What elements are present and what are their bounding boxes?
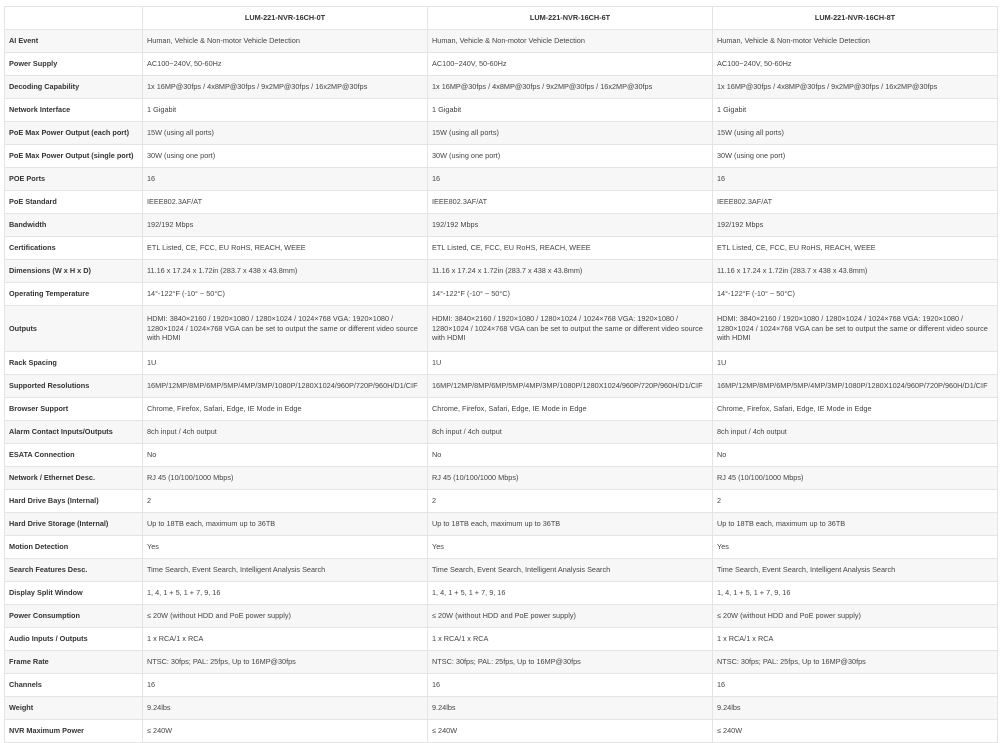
row-value: 15W (using all ports)	[143, 122, 428, 145]
row-value: Time Search, Event Search, Intelligent Analysis Search	[143, 559, 428, 582]
header-model-0t: LUM-221-NVR-16CH-0T	[143, 7, 428, 30]
row-value: 1 x RCA/1 x RCA	[428, 628, 713, 651]
row-value: 30W (using one port)	[428, 145, 713, 168]
row-value: No	[713, 444, 998, 467]
table-row	[5, 720, 998, 743]
row-value: NTSC: 30fps; PAL: 25fps, Up to 16MP@30fps	[428, 651, 713, 674]
table-row	[5, 582, 998, 605]
header-corner-cell	[5, 7, 143, 30]
row-value: Human, Vehicle & Non-motor Vehicle Detection	[143, 30, 428, 53]
row-value: Human, Vehicle & Non-motor Vehicle Detection	[428, 30, 713, 53]
row-label: ESATA Connection	[5, 444, 143, 467]
table-row	[5, 536, 998, 559]
row-value: 11.16 x 17.24 x 1.72in (283.7 x 438 x 43.8mm)	[428, 260, 713, 283]
table-row	[5, 168, 998, 191]
spec-table-container	[4, 6, 997, 743]
row-label: PoE Max Power Output (each port)	[5, 122, 143, 145]
row-value: Chrome, Firefox, Safari, Edge, IE Mode in Edge	[428, 398, 713, 421]
row-value: 1x 16MP@30fps / 4x8MP@30fps / 9x2MP@30fps / 16x2MP@30fps	[143, 76, 428, 99]
row-value: 16MP/12MP/8MP/6MP/5MP/4MP/3MP/1080P/1280X1024/960P/720P/960H/D1/CIF	[143, 375, 428, 398]
row-value: 1 x RCA/1 x RCA	[713, 628, 998, 651]
row-value: 15W (using all ports)	[713, 122, 998, 145]
row-label: Audio Inputs / Outputs	[5, 628, 143, 651]
row-label: AI Event	[5, 30, 143, 53]
row-value: NTSC: 30fps; PAL: 25fps, Up to 16MP@30fps	[143, 651, 428, 674]
row-value: Up to 18TB each, maximum up to 36TB	[428, 513, 713, 536]
row-value: 192/192 Mbps	[713, 214, 998, 237]
row-value: 16MP/12MP/8MP/6MP/5MP/4MP/3MP/1080P/1280X1024/960P/720P/960H/D1/CIF	[713, 375, 998, 398]
header-model-6t: LUM-221-NVR-16CH-6T	[428, 7, 713, 30]
row-value: ≤ 20W (without HDD and PoE power supply)	[428, 605, 713, 628]
row-value: Up to 18TB each, maximum up to 36TB	[713, 513, 998, 536]
row-value: Up to 18TB each, maximum up to 36TB	[143, 513, 428, 536]
row-value: 192/192 Mbps	[143, 214, 428, 237]
table-row	[5, 697, 998, 720]
row-value: 16MP/12MP/8MP/6MP/5MP/4MP/3MP/1080P/1280X1024/960P/720P/960H/D1/CIF	[428, 375, 713, 398]
row-value: RJ 45 (10/100/1000 Mbps)	[713, 467, 998, 490]
row-label: PoE Max Power Output (single port)	[5, 145, 143, 168]
row-value: 1 x RCA/1 x RCA	[143, 628, 428, 651]
row-value: 2	[713, 490, 998, 513]
row-value: 1, 4, 1 + 5, 1 + 7, 9, 16	[143, 582, 428, 605]
row-label: Power Consumption	[5, 605, 143, 628]
row-value: 14°-122°F (-10° ~ 50°C)	[713, 283, 998, 306]
row-label: Decoding Capability	[5, 76, 143, 99]
table-row	[5, 76, 998, 99]
row-value: HDMI: 3840×2160 / 1920×1080 / 1280×1024 / 1024×768 VGA: 1920×1080 / 1280×1024 / 1024×768 VGA can be set to output the same or different video source with HDMI	[713, 306, 998, 352]
row-value: 14°-122°F (-10° ~ 50°C)	[428, 283, 713, 306]
row-label: Supported Resolutions	[5, 375, 143, 398]
row-value: AC100~240V, 50-60Hz	[713, 53, 998, 76]
table-row	[5, 122, 998, 145]
row-value: 30W (using one port)	[143, 145, 428, 168]
row-label: Power Supply	[5, 53, 143, 76]
row-value: AC100~240V, 50-60Hz	[428, 53, 713, 76]
row-value: AC100~240V, 50-60Hz	[143, 53, 428, 76]
row-value: No	[428, 444, 713, 467]
table-row	[5, 398, 998, 421]
table-row	[5, 421, 998, 444]
row-label: Outputs	[5, 306, 143, 352]
table-row	[5, 651, 998, 674]
row-label: Bandwidth	[5, 214, 143, 237]
row-value: 16	[143, 674, 428, 697]
table-row	[5, 260, 998, 283]
row-label: Display Split Window	[5, 582, 143, 605]
row-label: Certifications	[5, 237, 143, 260]
header-row	[5, 7, 998, 30]
row-value: ETL Listed, CE, FCC, EU RoHS, REACH, WEEE	[143, 237, 428, 260]
row-value: 16	[428, 168, 713, 191]
header-model-8t: LUM-221-NVR-16CH-8T	[713, 7, 998, 30]
table-row	[5, 53, 998, 76]
row-value: 1U	[713, 352, 998, 375]
row-value: 1 Gigabit	[143, 99, 428, 122]
row-value: Yes	[428, 536, 713, 559]
table-row	[5, 444, 998, 467]
row-value: Time Search, Event Search, Intelligent Analysis Search	[428, 559, 713, 582]
row-value: 2	[428, 490, 713, 513]
row-value: 1 Gigabit	[713, 99, 998, 122]
table-body	[5, 30, 998, 743]
row-value: Chrome, Firefox, Safari, Edge, IE Mode in Edge	[713, 398, 998, 421]
row-label: NVR Maximum Power	[5, 720, 143, 743]
row-label: POE Ports	[5, 168, 143, 191]
row-label: Network / Ethernet Desc.	[5, 467, 143, 490]
table-row	[5, 283, 998, 306]
row-label: Hard Drive Bays (Internal)	[5, 490, 143, 513]
row-value: NTSC: 30fps; PAL: 25fps, Up to 16MP@30fps	[713, 651, 998, 674]
row-value: 2	[143, 490, 428, 513]
row-value: 8ch input / 4ch output	[428, 421, 713, 444]
row-value: 1U	[143, 352, 428, 375]
row-value: 16	[428, 674, 713, 697]
row-value: 16	[143, 168, 428, 191]
row-value: 1x 16MP@30fps / 4x8MP@30fps / 9x2MP@30fps / 16x2MP@30fps	[713, 76, 998, 99]
row-value: Yes	[143, 536, 428, 559]
row-label: Hard Drive Storage (Internal)	[5, 513, 143, 536]
row-label: Frame Rate	[5, 651, 143, 674]
table-row	[5, 490, 998, 513]
row-value: 1, 4, 1 + 5, 1 + 7, 9, 16	[428, 582, 713, 605]
row-value: ≤ 240W	[713, 720, 998, 743]
table-row	[5, 674, 998, 697]
row-label: Rack Spacing	[5, 352, 143, 375]
row-value: RJ 45 (10/100/1000 Mbps)	[428, 467, 713, 490]
table-row	[5, 628, 998, 651]
row-label: Dimensions (W x H x D)	[5, 260, 143, 283]
row-value: 192/192 Mbps	[428, 214, 713, 237]
row-value: 8ch input / 4ch output	[713, 421, 998, 444]
table-header	[5, 7, 998, 30]
row-value: 8ch input / 4ch output	[143, 421, 428, 444]
table-row	[5, 145, 998, 168]
row-value: RJ 45 (10/100/1000 Mbps)	[143, 467, 428, 490]
row-label: Operating Temperature	[5, 283, 143, 306]
row-label: Alarm Contact Inputs/Outputs	[5, 421, 143, 444]
row-value: 9.24lbs	[428, 697, 713, 720]
row-value: ≤ 240W	[143, 720, 428, 743]
row-value: ETL Listed, CE, FCC, EU RoHS, REACH, WEEE	[428, 237, 713, 260]
row-value: 16	[713, 674, 998, 697]
spec-comparison-table	[4, 6, 998, 743]
row-label: Search Features Desc.	[5, 559, 143, 582]
row-value: Chrome, Firefox, Safari, Edge, IE Mode in Edge	[143, 398, 428, 421]
table-row	[5, 30, 998, 53]
row-value: ETL Listed, CE, FCC, EU RoHS, REACH, WEEE	[713, 237, 998, 260]
row-value: 1, 4, 1 + 5, 1 + 7, 9, 16	[713, 582, 998, 605]
row-value: 1 Gigabit	[428, 99, 713, 122]
row-value: 30W (using one port)	[713, 145, 998, 168]
row-value: ≤ 20W (without HDD and PoE power supply)	[143, 605, 428, 628]
row-value: 1x 16MP@30fps / 4x8MP@30fps / 9x2MP@30fps / 16x2MP@30fps	[428, 76, 713, 99]
row-value: HDMI: 3840×2160 / 1920×1080 / 1280×1024 / 1024×768 VGA: 1920×1080 / 1280×1024 / 1024×768 VGA can be set to output the same or different video source with HDMI	[143, 306, 428, 352]
row-value: 1U	[428, 352, 713, 375]
row-value: ≤ 20W (without HDD and PoE power supply)	[713, 605, 998, 628]
table-row	[5, 513, 998, 536]
row-value: 14°-122°F (-10° ~ 50°C)	[143, 283, 428, 306]
row-label: Weight	[5, 697, 143, 720]
table-row	[5, 214, 998, 237]
row-value: ≤ 240W	[428, 720, 713, 743]
row-label: Browser Support	[5, 398, 143, 421]
table-row	[5, 306, 998, 352]
table-row	[5, 467, 998, 490]
row-label: Motion Detection	[5, 536, 143, 559]
row-value: 9.24lbs	[713, 697, 998, 720]
row-value: IEEE802.3AF/AT	[713, 191, 998, 214]
row-value: Yes	[713, 536, 998, 559]
table-row	[5, 237, 998, 260]
row-value: IEEE802.3AF/AT	[143, 191, 428, 214]
row-value: Human, Vehicle & Non-motor Vehicle Detection	[713, 30, 998, 53]
row-value: No	[143, 444, 428, 467]
row-value: 9.24lbs	[143, 697, 428, 720]
row-label: Channels	[5, 674, 143, 697]
row-value: HDMI: 3840×2160 / 1920×1080 / 1280×1024 / 1024×768 VGA: 1920×1080 / 1280×1024 / 1024×768 VGA can be set to output the same or different video source with HDMI	[428, 306, 713, 352]
row-value: 15W (using all ports)	[428, 122, 713, 145]
row-value: 11.16 x 17.24 x 1.72in (283.7 x 438 x 43.8mm)	[713, 260, 998, 283]
table-row	[5, 605, 998, 628]
table-row	[5, 559, 998, 582]
table-row	[5, 191, 998, 214]
row-label: PoE Standard	[5, 191, 143, 214]
row-value: 16	[713, 168, 998, 191]
row-value: 11.16 x 17.24 x 1.72in (283.7 x 438 x 43.8mm)	[143, 260, 428, 283]
table-row	[5, 352, 998, 375]
row-value: Time Search, Event Search, Intelligent Analysis Search	[713, 559, 998, 582]
table-row	[5, 99, 998, 122]
row-value: IEEE802.3AF/AT	[428, 191, 713, 214]
row-label: Network Interface	[5, 99, 143, 122]
table-row	[5, 375, 998, 398]
